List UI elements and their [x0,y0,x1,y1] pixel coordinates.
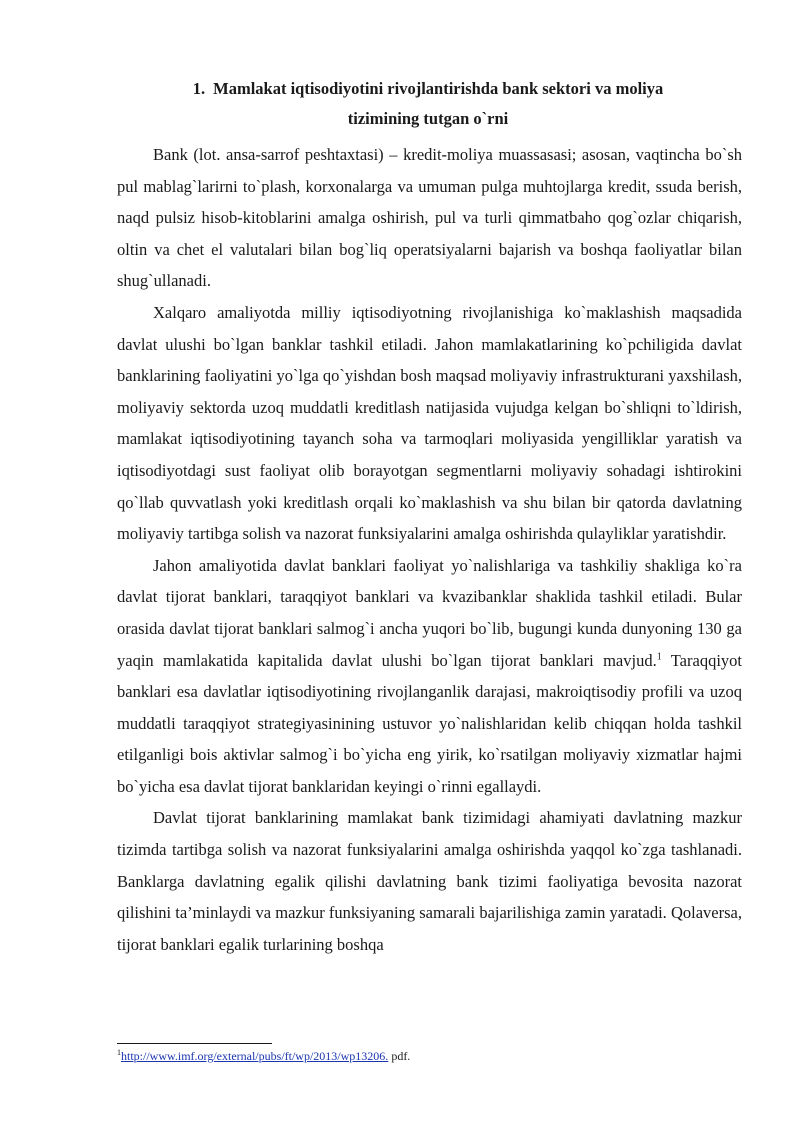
paragraph-3-text-b: Taraqqiyot banklari esa davlatlar iqtisodiyotining rivojlanganlik darajasi, makroiqtisodiy profili va uzoq muddatli taraqqiyot strategiyasinining ustuvor yo`nalishlaridan kelib chiqqan holda tashkil etilganligi bois aktivlar salmog`i bo`yicha eng yirik, ko`rsatilgan moliyaviy xizmatlar hajmi bo`yicha esa davlat tijorat banklaridan keyingi o`rinni egallaydi. [117,650,742,796]
footnote-suffix: pdf. [388,1049,411,1063]
paragraph-2: Xalqaro amaliyotda milliy iqtisodiyotning rivojlanishiga ko`maklashish maqsadida davlat ulushi bo`lgan banklar tashkil etiladi. Jahon mamlakatlarining ko`pchiligida davlat banklarining faoliyatini yo`lga qo`yishdan bosh maqsad moliyaviy infrastrukturani yaxshilash, moliyaviy sektorda uzoq muddatli kreditlash natijasida vujudga kelgan bo`shliqni to`ldirish, mamlakat iqtisodiyotining tayanch soha va tarmoqlari moliyasida yengilliklar yaratish va iqtisodiyotdagi sust faoliyat olib borayotgan segmentlarni moliyaviy sohadagi ishtirokini qo`llab quvvatlash yoki kreditlash orqali ko`maklashish va shu bilan bir qatorda davlatning moliyaviy tartibga solish va nazorat funksiyalarini amalga oshirishda qulayliklar yaratishdir. [117,302,742,544]
paragraph-3-text-a: Jahon amaliyotida davlat banklari faoliyat yo`nalishlariga va tashkiliy shakliga ko`ra davlat tijorat banklari, taraqqiyot banklari va kvazibanklar shaklida tashkil etiladi. Bular orasida davlat tijorat banklari salmog`i ancha yuqori bo`lib, bugungi kunda dunyoning 130 ga yaqin mamlakatida kapitalida davlat ulushi bo`lgan tijorat banklari mavjud. [117,555,742,670]
heading-line-1 [112,74,744,104]
paragraph-4: Davlat tijorat banklarining mamlakat bank tizimidagi ahamiyati davlatning mazkur tizimda tartibga solish va nazorat funksiyalarini amalga oshirishda yaqqol ko`zga tashlanadi. Banklarga davlatning egalik qilishi davlatning bank tizimi faoliyatiga bevosita nazorat qilishini ta’minlaydi va mazkur funksiyaning samarali bajarilishiga zamin yaratadi. Qolaversa, tijorat banklari egalik turlarining boshqa [117,808,742,954]
section-heading [112,74,744,134]
footnote-divider [117,1043,272,1044]
body-text [117,139,742,960]
paragraph-3 [117,550,742,803]
heading-text-line-1: Mamlakat iqtisodiyotini rivojlantirishda bank sektori va moliya [213,79,664,98]
footnote-reference[interactable]: 1 [656,651,662,662]
footnote-marker: 1 [117,1048,121,1057]
footnote-link[interactable]: http://www.imf.org/external/pubs/ft/wp/2013/wp13206. [121,1049,389,1063]
paragraph-1: Bank (lot. ansa-sarrof peshtaxtasi) – kredit-moliya muassasasi; asosan, vaqtincha bo`sh pul mablag`larirni to`plash, korxonalarga va umuman pulga muhtojlarga kredit, ssuda berish, naqd pulsiz hisob-kitoblarini amalga oshirish, pul va turli qimmatbaho qog`ozlar chiqarish, oltin va chet el valutalari bilan bog`liq operatsiyalarni bajarish va boshqa faoliyatlar bilan shug`ullanadi. [117,145,742,291]
heading-number: 1. [192,79,206,98]
heading-text-line-2: tizimining tutgan o`rni [347,109,509,128]
footnote [117,1048,410,1064]
